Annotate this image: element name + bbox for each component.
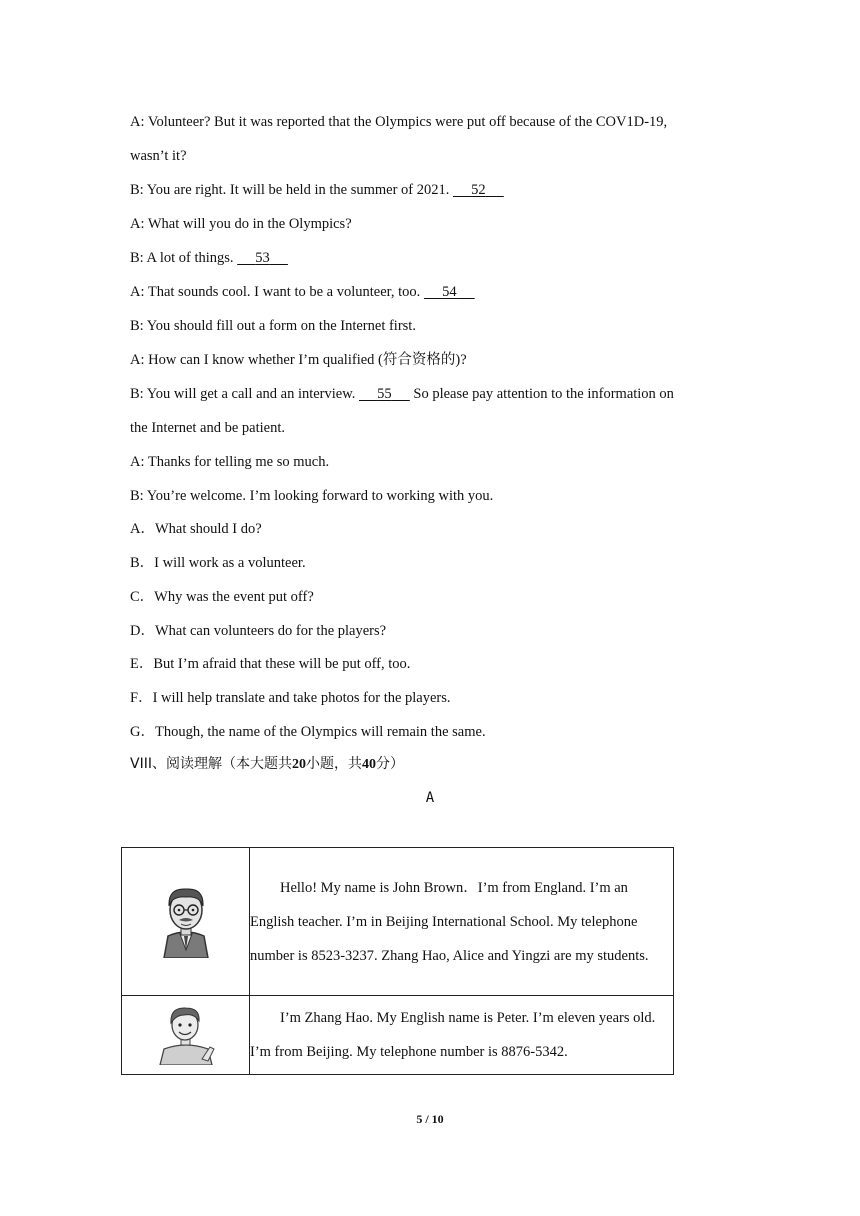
profiles-table xyxy=(121,847,674,1075)
answer-blank-54: 54 xyxy=(442,284,457,300)
answer-blank-52: 52 xyxy=(471,182,486,198)
profile-text-cell xyxy=(250,996,674,1075)
dialogue-line: A: Thanks for telling me so much. xyxy=(130,454,330,470)
dialogue-line xyxy=(130,249,288,267)
boy-cartoon-icon xyxy=(154,1001,218,1065)
dialogue-line: A: Volunteer? But it was reported that the Olympics were put off because of the COV1D-19, xyxy=(130,114,668,130)
option-a: A．What should I do? xyxy=(130,521,262,537)
dialogue-line: A: What will you do in the Olympics? xyxy=(130,216,352,232)
dialogue-line: wasn’t it? xyxy=(130,148,187,164)
answer-blank-53: 53 xyxy=(255,250,270,266)
option-b: B．I will work as a volunteer. xyxy=(130,555,306,571)
profile-picture-cell xyxy=(122,996,250,1075)
teacher-cartoon-icon xyxy=(156,880,216,958)
dialogue-line: B: You should fill out a form on the Internet first. xyxy=(130,318,416,334)
option-g: G．Though, the name of the Olympics will remain the same. xyxy=(130,724,486,740)
dialogue-line xyxy=(130,385,674,403)
table-row xyxy=(122,996,674,1075)
profile-text-cell xyxy=(250,848,674,996)
dialogue-text: So please pay attention to the information on xyxy=(409,386,674,402)
dialogue-line xyxy=(130,283,475,301)
dialogue-text: A: That sounds cool. I want to be a volunteer, too. xyxy=(130,284,424,300)
dialogue-line xyxy=(130,181,504,199)
table-row xyxy=(122,848,674,996)
section-heading: VIII、阅读理解（本大题共20小题，共40分） xyxy=(130,756,404,772)
dialogue-line: the Internet and be patient. xyxy=(130,420,286,436)
dialogue-line: A: How can I know whether I’m qualified (符合资格的)? xyxy=(130,352,467,368)
answer-blank-55: 55 xyxy=(377,386,392,402)
option-d: D．What can volunteers do for the players? xyxy=(130,623,387,639)
option-f: F．I will help translate and take photos for the players. xyxy=(130,690,451,706)
option-e: E．But I’m afraid that these will be put off, too. xyxy=(130,656,411,672)
profile-picture-cell xyxy=(122,848,250,996)
dialogue-line: B: You’re welcome. I’m looking forward to working with you. xyxy=(130,488,494,504)
profile-description: Hello! My name is John Brown．I’m from England. I’m an English teacher. I’m in Beijing International School. My telephone number is 8523-3237. Zhang Hao, Alice and Yingzi are my students. xyxy=(250,879,649,964)
dialogue-text: B: You will get a call and an interview. xyxy=(130,386,360,402)
dialogue-text: B: You are right. It will be held in the summer of 2021. xyxy=(130,182,453,198)
passage-letter: A xyxy=(425,790,435,806)
profile-description: I’m Zhang Hao. My English name is Peter. I’m eleven years old. I’m from Beijing. My telephone number is 8876-5342. xyxy=(250,1010,656,1060)
dialogue-text: B: A lot of things. xyxy=(130,250,238,266)
option-c: C．Why was the event put off? xyxy=(130,589,314,605)
page-number: 5 / 10 xyxy=(416,1112,444,1126)
